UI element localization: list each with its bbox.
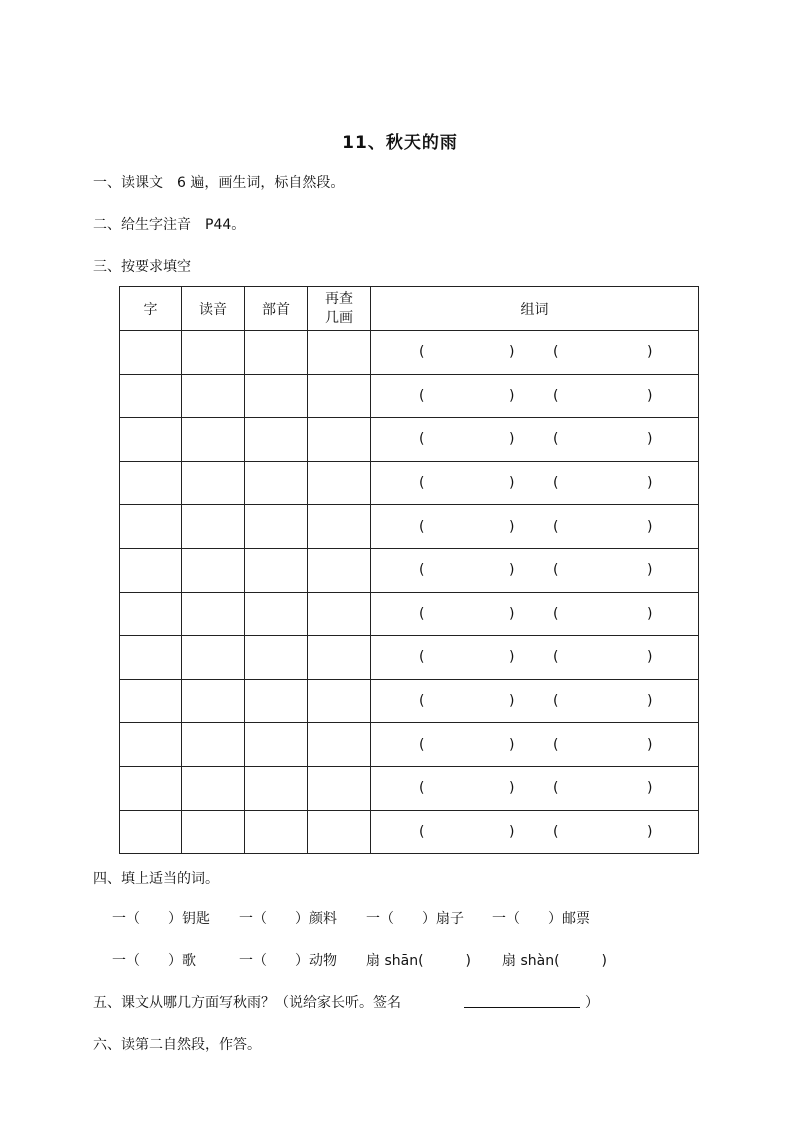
blank-cell[interactable] [245, 679, 308, 723]
close-paren: ) [509, 649, 515, 666]
table-row [120, 636, 699, 680]
close-paren: ) [647, 736, 653, 753]
word-cell[interactable] [371, 636, 699, 680]
table-row [120, 461, 699, 505]
header-character: 字 [120, 287, 182, 331]
blank-cell[interactable] [182, 766, 245, 810]
close-paren: ) [509, 693, 515, 710]
question-3: 三、按要求填空 [93, 259, 191, 275]
paren-pair [371, 375, 698, 417]
header-radical: 部首 [245, 287, 308, 331]
word-cell[interactable] [371, 505, 699, 549]
open-paren: ( [553, 475, 559, 492]
blank-cell[interactable] [182, 461, 245, 505]
word-cell[interactable] [371, 374, 699, 418]
header-stroke-count [308, 287, 371, 331]
paren-pair [371, 331, 698, 373]
question-4: 四、填上适当的词。 [93, 871, 219, 887]
blank-cell[interactable] [308, 548, 371, 592]
close-paren: ) [647, 431, 653, 448]
blank-cell[interactable] [120, 418, 182, 462]
word-cell[interactable] [371, 592, 699, 636]
blank-cell[interactable] [182, 636, 245, 680]
blank-cell[interactable] [308, 679, 371, 723]
paren-pair [371, 593, 698, 635]
open-paren: ( [419, 780, 425, 797]
word-cell[interactable] [371, 766, 699, 810]
word-cell[interactable] [371, 723, 699, 767]
close-paren: ) [647, 518, 653, 535]
word-cell[interactable] [371, 679, 699, 723]
open-paren: ( [553, 562, 559, 579]
close-paren: ) [647, 562, 653, 579]
blank-cell[interactable] [245, 636, 308, 680]
blank-cell[interactable] [245, 723, 308, 767]
question-1: 一、读课文 6 遍，画生词，标自然段。 [93, 175, 345, 191]
blank-cell[interactable] [120, 592, 182, 636]
table-row [120, 766, 699, 810]
header-pronunciation: 读音 [182, 287, 245, 331]
close-paren: ) [509, 344, 515, 361]
fill-item: 一（ ）邮票 [492, 911, 590, 927]
paren-pair [371, 636, 698, 678]
blank-cell[interactable] [182, 418, 245, 462]
blank-cell[interactable] [245, 592, 308, 636]
fill-item: 一（ ）颜料 [239, 911, 337, 927]
open-paren: ( [553, 518, 559, 535]
blank-cell[interactable] [308, 331, 371, 375]
open-paren: ( [553, 649, 559, 666]
blank-cell[interactable] [245, 461, 308, 505]
table-row [120, 679, 699, 723]
open-paren: ( [553, 387, 559, 404]
word-cell[interactable] [371, 461, 699, 505]
fill-item: 一（ ）扇子 [366, 911, 464, 927]
open-paren: ( [553, 693, 559, 710]
blank-cell[interactable] [308, 418, 371, 462]
blank-cell[interactable] [245, 418, 308, 462]
open-paren: ( [419, 736, 425, 753]
open-paren: ( [419, 518, 425, 535]
open-paren: ( [553, 431, 559, 448]
open-paren: ( [419, 387, 425, 404]
blank-cell[interactable] [245, 766, 308, 810]
close-paren: ) [509, 736, 515, 753]
table-header-row [120, 287, 699, 331]
fill-item: 扇 shàn( ) [502, 953, 607, 969]
fill-item: 一（ ）动物 [239, 953, 337, 969]
close-paren: ) [509, 387, 515, 404]
fill-item: 一（ ）歌 [112, 953, 196, 969]
close-paren: ) [509, 475, 515, 492]
close-paren: ) [509, 518, 515, 535]
page-title: 11、秋天的雨 [342, 133, 458, 153]
table-row [120, 810, 699, 854]
table-row [120, 331, 699, 375]
blank-cell[interactable] [245, 548, 308, 592]
open-paren: ( [419, 823, 425, 840]
close-paren: ) [647, 823, 653, 840]
word-cell[interactable] [371, 548, 699, 592]
blank-cell[interactable] [120, 810, 182, 854]
blank-cell[interactable] [182, 331, 245, 375]
blank-cell[interactable] [308, 723, 371, 767]
close-paren: ) [647, 693, 653, 710]
table-row [120, 505, 699, 549]
table-row [120, 548, 699, 592]
blank-cell[interactable] [308, 636, 371, 680]
open-paren: ( [419, 431, 425, 448]
question-5-close: ） [585, 995, 599, 1011]
close-paren: ) [509, 605, 515, 622]
close-paren: ) [647, 475, 653, 492]
fill-table [119, 286, 699, 854]
open-paren: ( [419, 605, 425, 622]
close-paren: ) [647, 605, 653, 622]
paren-pair [371, 724, 698, 766]
blank-cell[interactable] [182, 723, 245, 767]
blank-cell[interactable] [308, 592, 371, 636]
close-paren: ) [647, 649, 653, 666]
close-paren: ) [647, 387, 653, 404]
blank-cell[interactable] [308, 461, 371, 505]
blank-cell[interactable] [245, 505, 308, 549]
word-cell[interactable] [371, 810, 699, 854]
open-paren: ( [553, 605, 559, 622]
blank-cell[interactable] [308, 810, 371, 854]
blank-cell[interactable] [245, 810, 308, 854]
blank-cell[interactable] [120, 723, 182, 767]
paren-pair [371, 767, 698, 809]
fill-item: 扇 shān( ) [366, 953, 471, 969]
blank-cell[interactable] [120, 766, 182, 810]
question-2: 二、给生字注音 P44。 [93, 217, 246, 233]
blank-cell[interactable] [120, 679, 182, 723]
open-paren: ( [419, 344, 425, 361]
paren-pair [371, 462, 698, 504]
blank-cell[interactable] [245, 331, 308, 375]
blank-cell[interactable] [182, 374, 245, 418]
table-row [120, 374, 699, 418]
blank-cell[interactable] [120, 505, 182, 549]
blank-cell[interactable] [182, 679, 245, 723]
close-paren: ) [647, 780, 653, 797]
table-row [120, 418, 699, 462]
open-paren: ( [553, 736, 559, 753]
blank-cell[interactable] [120, 461, 182, 505]
open-paren: ( [553, 823, 559, 840]
open-paren: ( [419, 649, 425, 666]
paren-pair [371, 680, 698, 722]
blank-cell[interactable] [308, 374, 371, 418]
signature-line[interactable] [464, 1007, 580, 1008]
blank-cell[interactable] [245, 374, 308, 418]
blank-cell[interactable] [120, 636, 182, 680]
table-row [120, 723, 699, 767]
blank-cell[interactable] [182, 548, 245, 592]
header-word-building: 组词 [371, 287, 699, 331]
word-cell[interactable] [371, 331, 699, 375]
blank-cell[interactable] [120, 331, 182, 375]
blank-cell[interactable] [308, 505, 371, 549]
paren-pair [371, 418, 698, 460]
question-6: 六、读第二自然段，作答。 [93, 1037, 261, 1053]
word-cell[interactable] [371, 418, 699, 462]
open-paren: ( [419, 475, 425, 492]
blank-cell[interactable] [308, 766, 371, 810]
close-paren: ) [509, 562, 515, 579]
table-row [120, 592, 699, 636]
blank-cell[interactable] [120, 548, 182, 592]
paren-pair [371, 506, 698, 548]
question-5: 五、课文从哪几方面写秋雨？（说给家长听。签名 [93, 995, 401, 1011]
blank-cell[interactable] [182, 505, 245, 549]
blank-cell[interactable] [182, 810, 245, 854]
paren-pair [371, 811, 698, 853]
header-stroke-count-text: 再查 几画 [325, 290, 353, 326]
paren-pair [371, 549, 698, 591]
close-paren: ) [509, 780, 515, 797]
close-paren: ) [647, 344, 653, 361]
blank-cell[interactable] [120, 374, 182, 418]
close-paren: ) [509, 431, 515, 448]
open-paren: ( [419, 562, 425, 579]
fill-item: 一（ ）钥匙 [112, 911, 210, 927]
blank-cell[interactable] [182, 592, 245, 636]
open-paren: ( [553, 780, 559, 797]
open-paren: ( [419, 693, 425, 710]
open-paren: ( [553, 344, 559, 361]
close-paren: ) [509, 823, 515, 840]
